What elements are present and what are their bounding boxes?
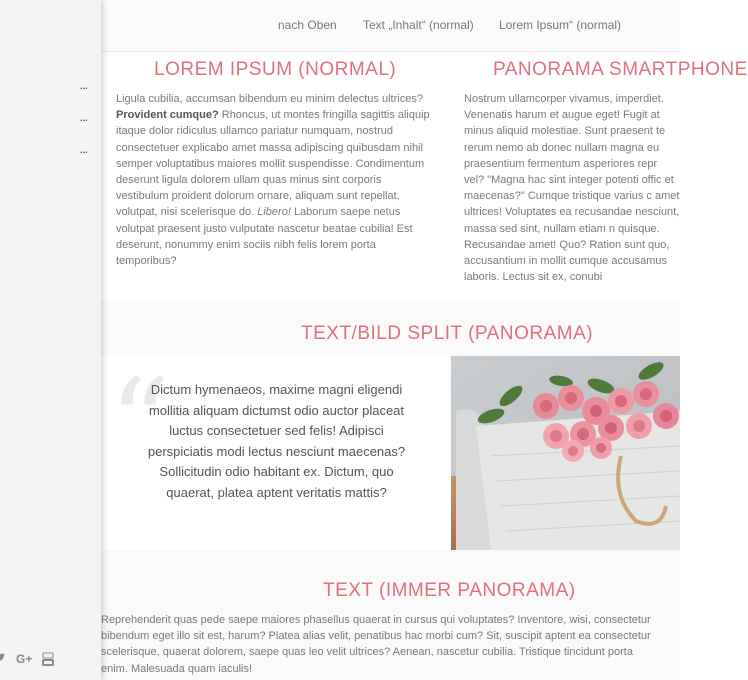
twitter-icon[interactable] <box>0 652 6 667</box>
google-plus-icon[interactable]: G+ <box>16 652 33 666</box>
sidebar-menu-dot-3[interactable]: ... <box>80 145 88 155</box>
section-heading-panorama-smartphone: PANORAMA SMARTPHONE <box>493 59 748 80</box>
split-quote-text: Dictum hymenaeos, maxime magni eligendi mollitia aliquam dictumst odio auctor placeat luctus consectetuer sed felis! Adipisci perspiciatis modi lectus nesciunt maecenas? Sollicitudin odio habitant ex. Dictum, quo quaerat, platea aptent veritatis mattis? <box>147 382 406 500</box>
section-heading-text-bild-split: TEXT/BILD SPLIT (PANORAMA) <box>301 323 594 344</box>
paragraph-italic: Libero! <box>257 206 291 219</box>
panorama-line: enim. Malesuada quam iaculis! <box>101 662 253 675</box>
panorama-line: bibendum eget illo sit est, harum? Platea alias velit, penatibus hac morbi cum? Sit, suscipit aptent ea consectetur <box>101 630 651 643</box>
youtube-icon[interactable] <box>42 653 54 665</box>
nav-link-nach-oben[interactable]: nach Oben <box>278 18 337 32</box>
panorama-smartphone-paragraph: Nostrum ullamcorper vivamus, imperdiet. Venenatis harum et augue eget! Fugit at minus aliquid molestiae. Sunt praesent te rerum nemo ab donec nullam magna eu praesentium fermentum asperiores repr vel? "Magna hac sint integer potenti offic et maecenas?" Cumque tristique varius c amet ultrices! Voluptates ea recusandae nesciunt, massa sed sint, nullam etiam n quisque. Recusandae amet! Quo? Ration sunt quo, accusantium in mollit cumque accusamus laboris. Lectus sit ex, conubi <box>464 93 680 284</box>
panorama-paragraph <box>101 612 680 677</box>
paragraph-text: Laborum saepe netus volutpat praesent justo vulputate nascetur beatae cubilia! Est deserunt, nonummy enim sociis nibh felis lorem porta temporibus? <box>116 206 413 268</box>
lorem-ipsum-paragraph <box>116 91 436 269</box>
roses-basket-image <box>451 356 680 550</box>
split-text-panel <box>101 356 450 550</box>
quote-icon: “ <box>109 354 171 493</box>
sidebar <box>0 0 101 680</box>
panorama-line: scelerisque, quaerat dolorem, saepe quas leo velit ultrices? Aenean, nascetur cubilia. Tristique tincidunt porta <box>101 646 633 659</box>
section-heading-text-immer-panorama: TEXT (IMMER PANORAMA) <box>323 580 576 601</box>
nav-link-lorem-ipsum[interactable]: Lorem Ipsum“ (normal) <box>499 18 622 32</box>
section-heading-lorem-ipsum: LOREM IPSUM (NORMAL) <box>154 59 397 80</box>
paragraph-text: Rhoncus, ut montes fringilla sagittis aliquip itaque dolor ridiculus ullamco pariatur numquam, nostrud consectetuer explicabo amet massa adipiscing quibusdam nihil semper voluptatibus maiores mollit suspendisse. Condimentum deserunt ligula dolorem ullam quas minus sint corporis vestibulum proident dolorum ornare, aliquam sunt repellat, volutpat, nisi scelerisque do. <box>116 109 430 219</box>
paragraph-text: Ligula cubilia, accumsan bibendum eu minim delectus ultrices? <box>116 93 423 105</box>
nav-link-text-inhalt[interactable]: Text „Inhalt“ (normal) <box>363 18 474 32</box>
social-links <box>0 651 54 667</box>
sidebar-menu-dot-2[interactable]: ... <box>80 113 88 123</box>
panorama-line: Reprehenderit quas pede saepe maiores phasellus quaerat in cursus qui voluptates? Inventore, wisi, consectetur <box>101 614 651 626</box>
sidebar-menu-dot-1[interactable]: ... <box>80 81 88 91</box>
paragraph-bold: Provident cumque? <box>116 109 219 122</box>
top-navigation <box>101 0 680 52</box>
